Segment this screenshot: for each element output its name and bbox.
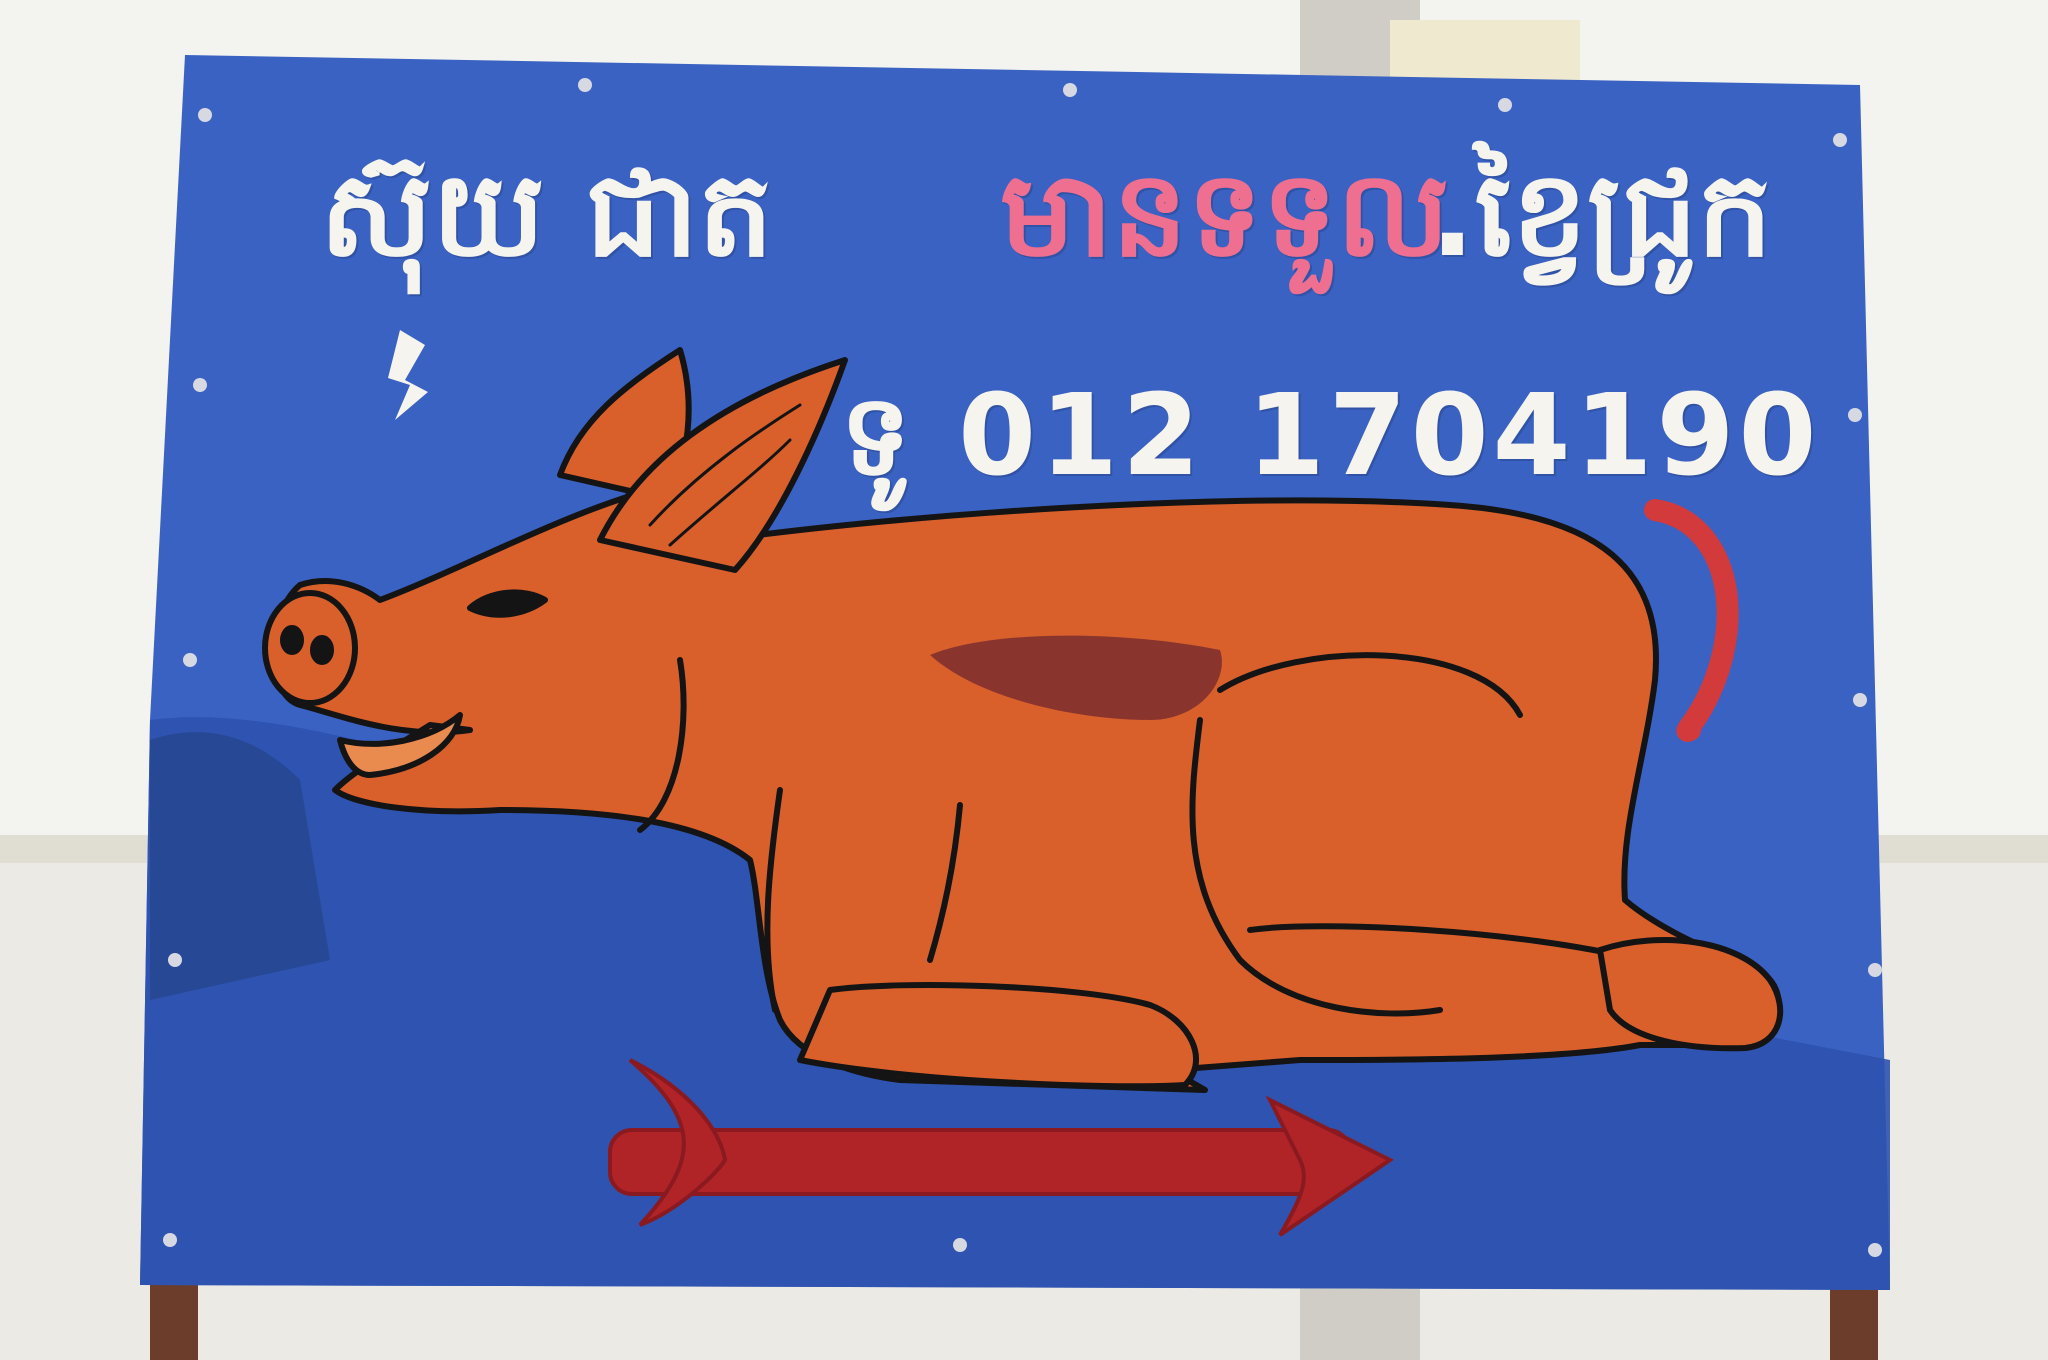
headline-tail-text: .ខ្វៃជ្រូក [1430,145,1773,283]
headline-white-text: ស៊ុយ ជាត [320,145,774,283]
headline-pink-text: មានទទួល [1000,145,1450,283]
pig-snout [265,593,355,703]
pole-box [1390,20,1580,80]
pig-front-hoof [800,985,1196,1086]
phone-number: 012 1704190 [958,371,1821,501]
pig-nostril-left [283,628,301,652]
pig-nostril-right [313,638,331,662]
phone-line [840,365,1820,529]
phone-prefix: ទូ [840,371,916,501]
